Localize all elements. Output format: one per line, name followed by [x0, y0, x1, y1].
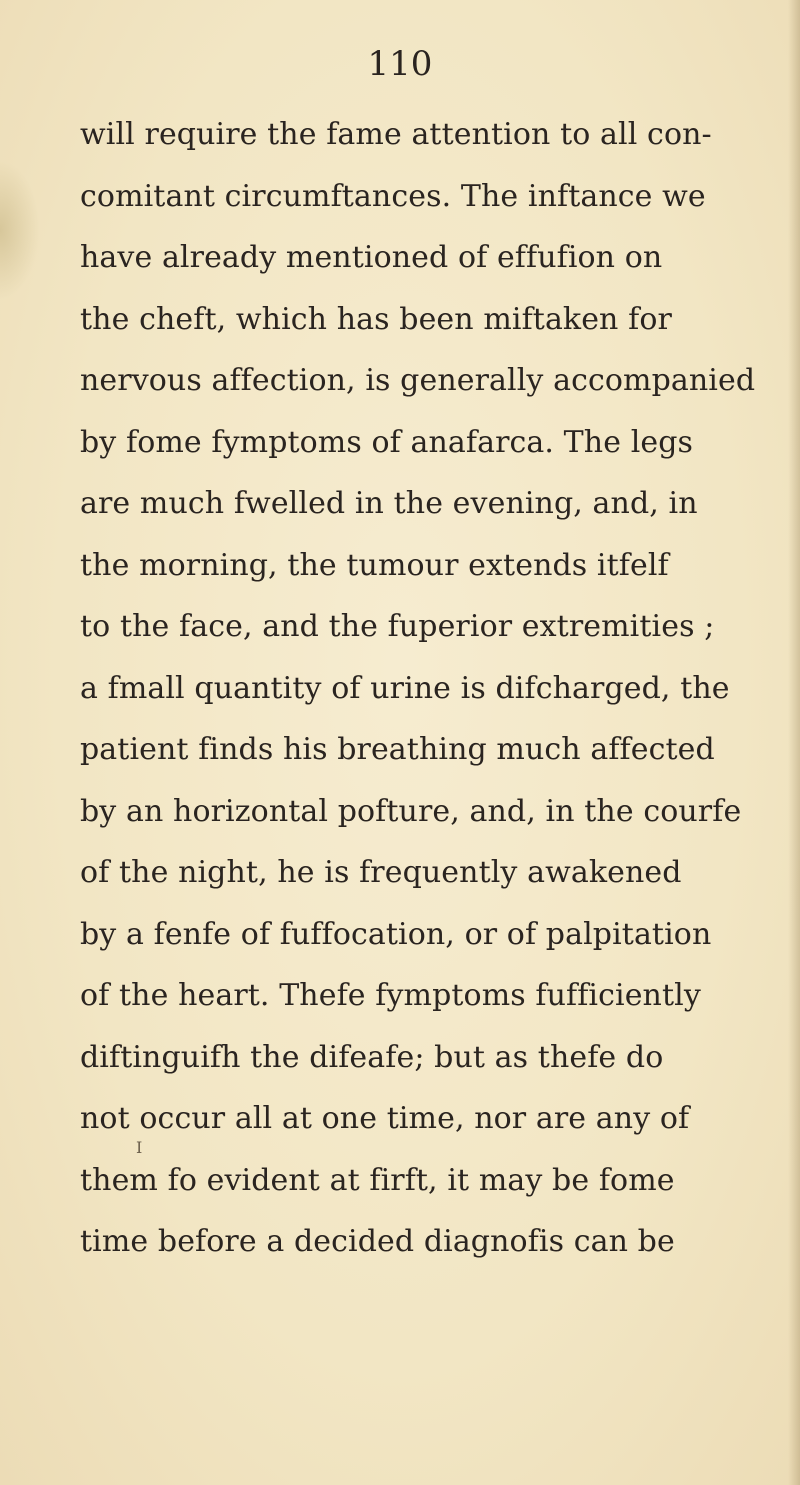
text-line: time before a decided diagnofis can be [80, 1224, 675, 1259]
text-line: to the face, and the fuperior extremities ; [80, 609, 715, 644]
text-line: by an horizontal pofture, and, in the courfe [80, 793, 742, 829]
text-line: have already mentioned of effufion on [80, 240, 663, 275]
paper-stain [0, 160, 40, 300]
text-line: patient finds his breathing much affected [80, 732, 715, 767]
text-line: by a fenfe of fuffocation, or of palpitation [80, 916, 712, 952]
text-line: will require the fame attention to all con- [80, 117, 712, 152]
page-number: 110 [367, 44, 433, 84]
body-text [80, 104, 780, 1273]
text-line: by fome fymptoms of anafarca. The legs [80, 424, 694, 460]
text-line: of the heart. Thefe fymptoms fufficiently [80, 978, 701, 1013]
text-line: a fmall quantity of urine is difcharged, the [80, 670, 730, 706]
text-line: them fo evident at firft, it may be fome [80, 1162, 675, 1198]
text-line: nervous affection, is generally accompanied [80, 363, 756, 398]
signature-mark: I [136, 1138, 143, 1157]
text-line: not occur all at one time, nor are any of [80, 1101, 690, 1136]
text-line: are much fwelled in the evening, and, in [80, 486, 698, 521]
text-line: the morning, the tumour extends itfelf [80, 547, 669, 583]
page-edge-shadow [788, 0, 800, 1485]
text-line: diftinguifh the difeafe; but as thefe do [80, 1039, 664, 1075]
text-line: comitant circumftances. The inftance we [80, 178, 706, 214]
text-line: of the night, he is frequently awakened [80, 855, 682, 890]
text-line: the cheft, which has been miftaken for [80, 301, 672, 337]
